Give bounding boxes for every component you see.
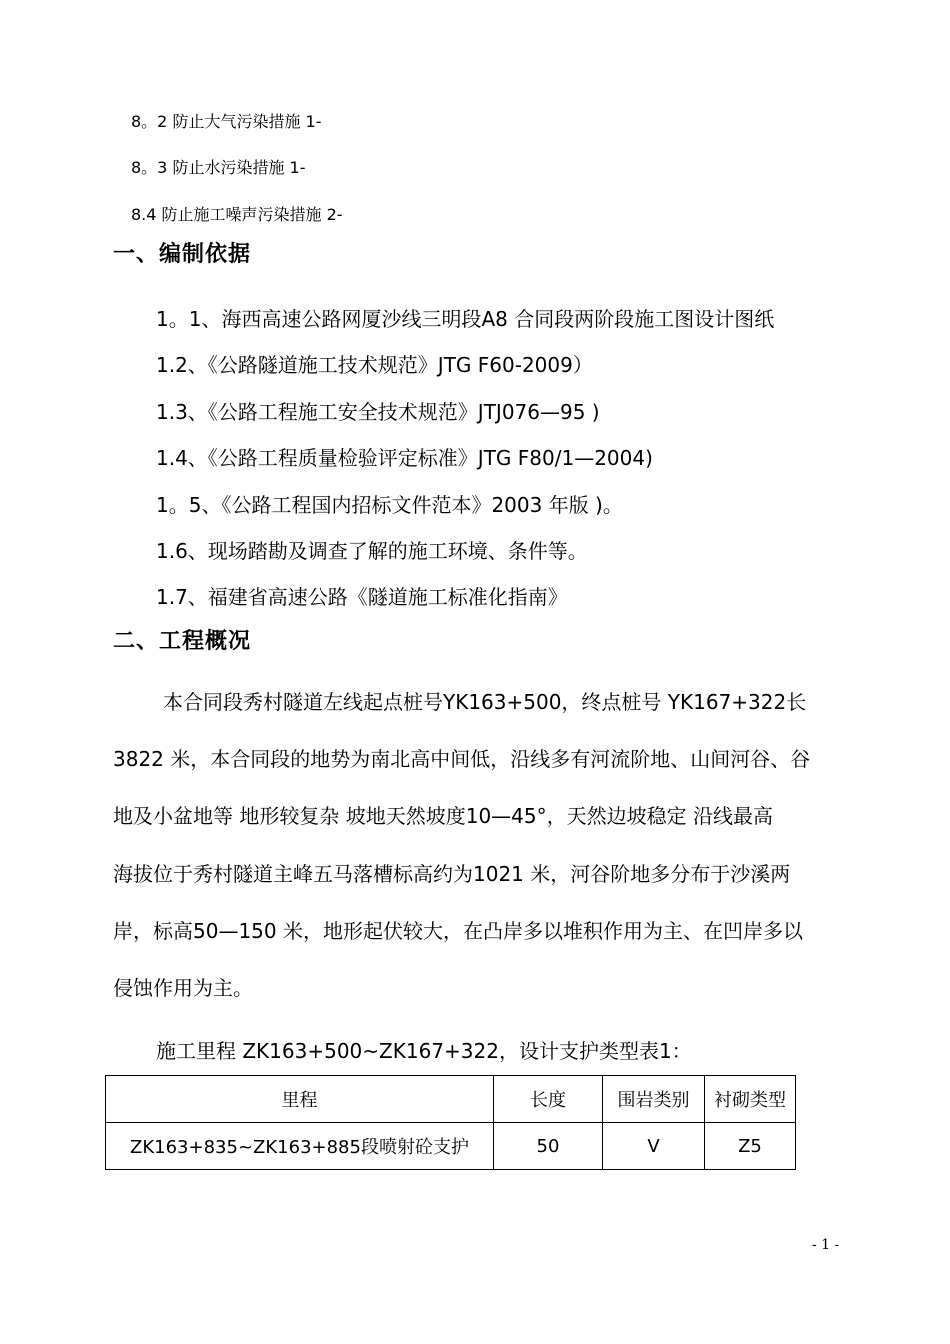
table-caption: 施工里程 ZK163+500~ZK167+322，设计支护类型表1：: [156, 1039, 692, 1063]
basis-item-1-1: 1。1、海西高速公路网厦沙线三明段A8 合同段两阶段施工图设计图纸: [156, 307, 775, 331]
header-cell-mileage: 里程: [106, 1076, 494, 1123]
overview-line-3: 地及小盆地等 地形较复杂 坡地天然坡度10—45°，天然边坡稳定 沿线最高: [113, 804, 773, 828]
cell-lining-type: Z5: [705, 1123, 796, 1170]
basis-item-1-3: 1.3、《公路工程施工安全技术规范》JTJ076—95 ): [156, 400, 600, 424]
overview-line-6: 侵蚀作用为主。: [113, 976, 253, 1000]
basis-item-1-5: 1。5、《公路工程国内招标文件范本》2003 年版 )。: [156, 493, 623, 517]
cell-length: 50: [494, 1123, 603, 1170]
support-type-table: [105, 1075, 796, 1170]
overview-line-5: 岸，标高50—150 米，地形起伏较大，在凸岸多以堆积作用为主、在凹岸多以: [113, 919, 803, 943]
toc-entry-8-2: 8。2 防止大气污染措施 1-: [131, 112, 322, 131]
basis-item-1-4: 1.4、《公路工程质量检验评定标准》JTG F80/1—2004): [156, 446, 653, 470]
header-cell-rock-class: 围岩类别: [603, 1076, 705, 1123]
basis-item-1-2: 1.2、《公路隧道施工技术规范》JTG F60-2009）: [156, 353, 593, 377]
basis-item-1-6: 1.6、现场踏勘及调查了解的施工环境、条件等。: [156, 539, 588, 563]
section-heading-overview: 二、工程概况: [113, 629, 252, 654]
table-row: [106, 1123, 796, 1170]
page-number: - 1 -: [812, 1237, 840, 1253]
overview-line-2: 3822 米，本合同段的地势为南北高中间低，沿线多有河流阶地、山间河谷、谷: [113, 747, 811, 771]
table-header-row: [106, 1076, 796, 1123]
overview-line-1: 本合同段秀村隧道左线起点桩号YK163+500，终点桩号 YK167+322长: [163, 690, 807, 714]
overview-line-4: 海拔位于秀村隧道主峰五马落槽标高约为1021 米，河谷阶地多分布于沙溪两: [113, 862, 791, 886]
section-heading-basis: 一、编制依据: [113, 242, 252, 267]
toc-entry-8-4: 8.4 防止施工噪声污染措施 2-: [131, 205, 343, 224]
basis-item-1-7: 1.7、福建省高速公路《隧道施工标准化指南》: [156, 585, 568, 609]
cell-mileage: ZK163+835~ZK163+885段喷射砼支护: [106, 1123, 494, 1170]
toc-entry-8-3: 8。3 防止水污染措施 1-: [131, 158, 306, 177]
header-cell-lining-type: 衬砌类型: [705, 1076, 796, 1123]
cell-rock-class: V: [603, 1123, 705, 1170]
header-cell-length: 长度: [494, 1076, 603, 1123]
